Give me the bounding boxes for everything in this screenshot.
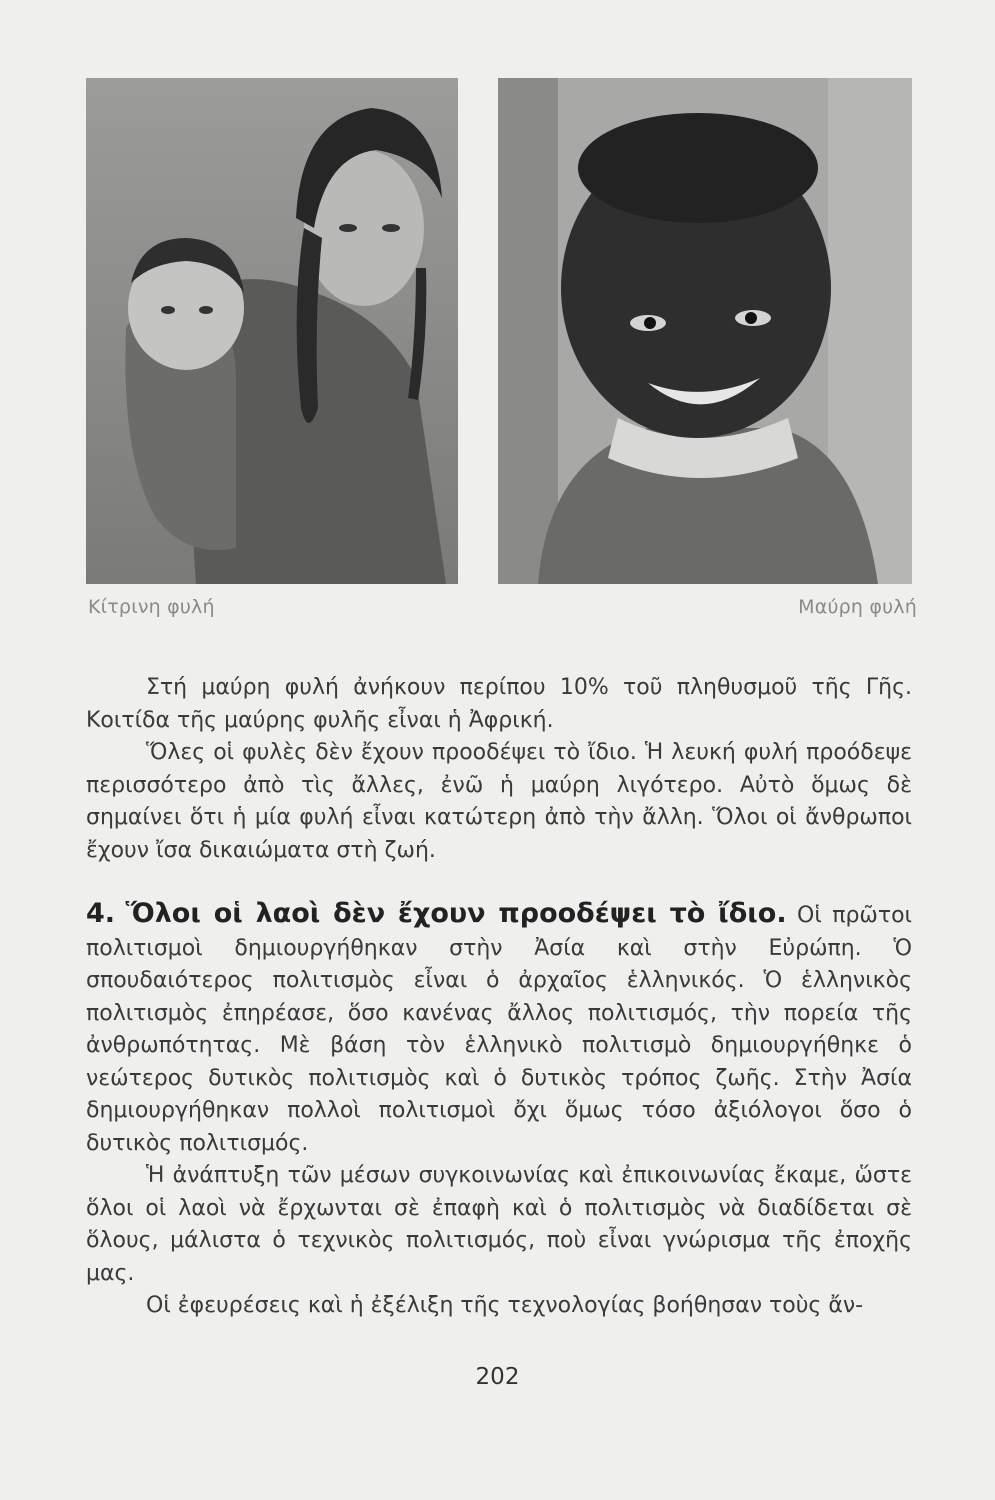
paragraph-inventions: Οἱ ἐφευρέσεις καὶ ἡ ἐξέλιξη τῆς τεχνολογίας βοήθησαν τοὺς ἄν- <box>146 1293 864 1318</box>
photo-yellow-race-image <box>86 78 458 584</box>
section-4 <box>86 898 912 1160</box>
section-heading: Ὅλοι οἱ λαοὶ δὲν ἔχουν προοδέψει τὸ ἴδιο. <box>125 898 787 929</box>
section-number: 4. <box>86 898 116 929</box>
photo-yellow-race <box>86 78 458 584</box>
caption-black-race: Μαύρη φυλή <box>798 596 917 618</box>
photo-black-race <box>498 78 912 584</box>
paragraph-civilizations: Οἱ πρῶτοι πολιτισμοὶ δημιουργήθηκαν στὴν Ἀσία καὶ στὴν Εὐρώπη. Ὁ σπουδαιότερος πολιτισμὸς εἶναι ὁ ἀρχαῖος ἑλληνικός. Ὁ ἑλληνικὸς πολιτισμὸς ἐπηρέασε, ὅσο κανένας ἄλλος πολιτισμός, τὴν πορεία τῆς ἀνθρωπότητας. Μὲ βάση τὸν ἑλληνικὸ πολιτισμὸ δημιουργήθηκε ὁ νεώτερος δυτικὸς πολιτισμὸς καὶ ὁ δυτικὸς τρόπος ζωῆς. Στὴν Ἀσία δημιουργήθηκαν πολλοὶ πολιτισμοὶ ὄχι ὅμως τόσο ἀξιόλογοι ὅσο ὁ δυτικὸς πολιτισμός. <box>86 903 913 1156</box>
page-number: 202 <box>475 1364 520 1390</box>
paragraph-communications: Ἡ ἀνάπτυξη τῶν μέσων συγκοινωνίας καὶ ἐπικοινωνίας ἔκαμε, ὥστε ὅλοι οἱ λαοὶ νὰ ἔρχωνται σὲ ἐπαφὴ καὶ ὁ πολιτισμὸς νὰ διαδίδεται σὲ ὅλους, μάλιστα ὁ τεχνικὸς πολιτισμός, ποὺ εἶναι γνώρισμα τῆς ἐποχῆς μας. <box>86 1163 912 1286</box>
paragraph-black-race: Στή μαύρη φυλή ἀνήκουν περίπου 10% τοῦ πληθυσμοῦ τῆς Γῆς. Κοιτίδα τῆς μαύρης φυλῆς εἶναι ἡ Ἀφρική. <box>86 675 912 733</box>
caption-yellow-race: Κίτρινη φυλή <box>88 596 215 618</box>
paragraph-races-progress: Ὅλες οἱ φυλὲς δὲν ἔχουν προοδέψει τὸ ἴδιο. Ἡ λευκή φυλή προόδεψε περισσότερο ἀπὸ τὶς ἄλλες, ἐνῶ ἡ μαύρη λιγότερο. Αὐτὸ ὅμως δὲ σημαίνει ὅτι ἡ μία φυλή εἶναι κατώτερη ἀπὸ τὴν ἄλλη. Ὅλοι οἱ ἄνθρωποι ἔχουν ἴσα δικαιώματα στὴ ζωή. <box>86 740 912 863</box>
photo-black-race-image <box>498 78 912 584</box>
